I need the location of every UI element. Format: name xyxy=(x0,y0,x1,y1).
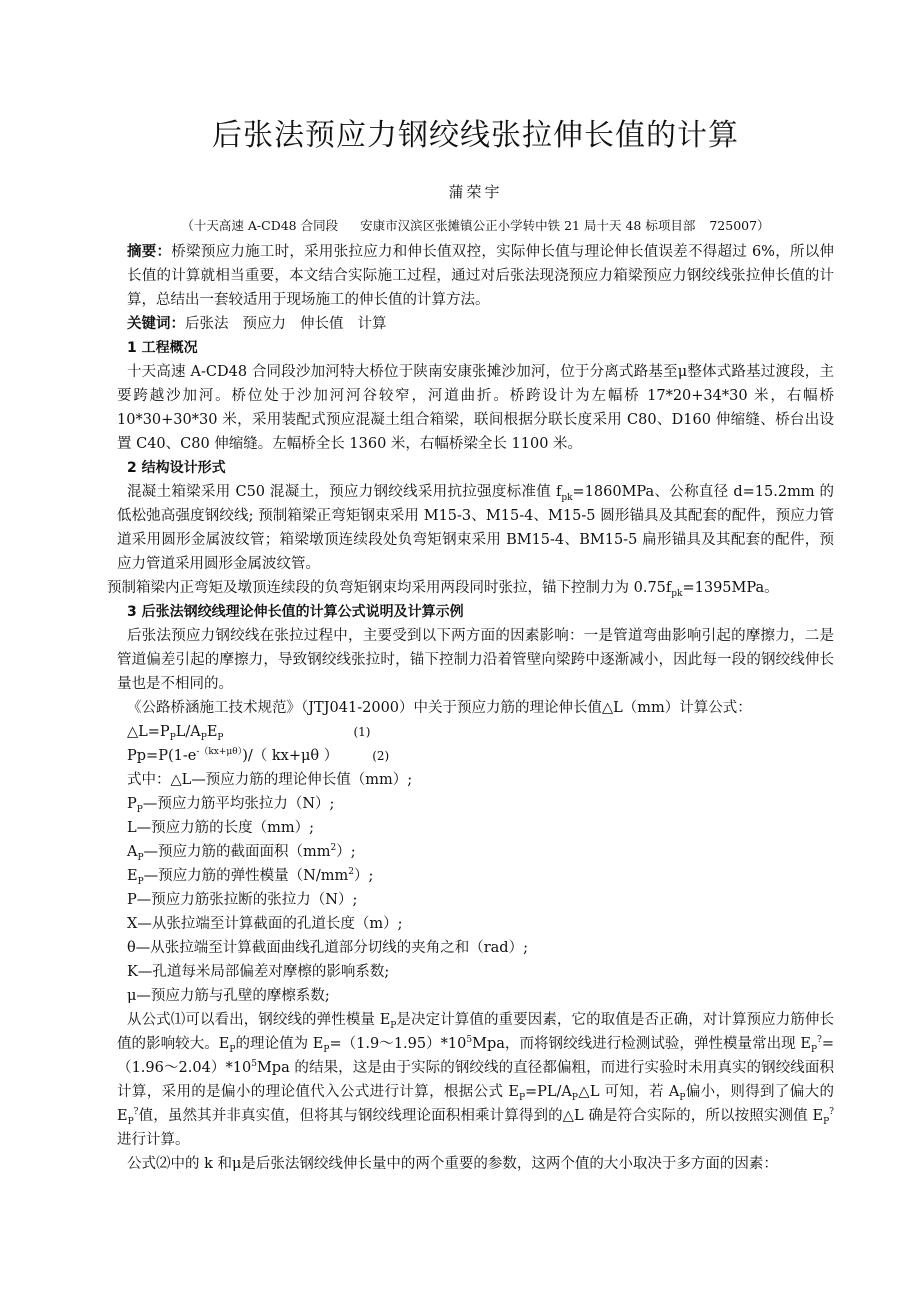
section-1-paragraph: 十天高速 A-CD48 合同段沙加河特大桥位于陕南安康张摊沙加河，位于分离式路基至μ整体式路基过渡段，主要跨越沙加河。桥位处于沙加河河谷较窄，河道曲折。桥跨设计为左幅桥 17*20+34*30 米，右幅桥 10*30+30*30 米，采用装配式预应混凝土组合箱梁，联间根据分联长度采用 C80、D160 伸缩缝、桥台出设置 C40、C80 伸缩缝。左幅桥全长 1360 米，右幅桥梁全长 1100 米。 xyxy=(117,364,834,452)
definition-line: μ—预应力筋与孔壁的摩檫系数; xyxy=(127,988,330,1004)
author-name: 蒲荣宇 xyxy=(448,183,503,201)
definition-line: $P_P—$预应力筋平均张拉力（N）; xyxy=(127,796,335,815)
equation-number: (1) xyxy=(353,725,371,739)
abstract xyxy=(107,240,834,312)
definition-line: $A_P—$预应力筋的截面面积$(mm^2)$; xyxy=(127,843,356,863)
definition-line: K—孔道每米局部偏差对摩檫的影响系数; xyxy=(127,964,390,980)
formula-1: $\triangle L=P_PL/A_PE_P$ (1) xyxy=(117,720,834,744)
section-heading-2: 2 结构设计形式 xyxy=(127,460,226,476)
section-3-paragraph-3: 从公式⑴可以看出，钢绞线的弹性模量 $E_P$是决定计算值的重要因素，它的取值是否正确，对计算预应力筋伸长值的影响较大。$E_P$的理论值为 $E_P=(1.9\sim 1.95)*10^5Mpa$，而将钢绞线进行检测试验，弹性模量常出现 $E_P^?=(1.96\sim 2.04)*10^5Mpa$ 的结果，这是由于实际的钢绞线的直径都偏粗，而进行实验时未用真实的钢绞线面积计算，采用的是偏小的理论值代入公式进行计算，根据公式 $E_P=PL/A_P\triangle L$ 可知，若 $A_P$偏小，则得到了偏大的 $E_P^?$值，虽然其并非真实值，但将其与钢绞线理论面积相乘计算得到的△L 确是符合实际的，所以按照实测值 $E_P^?$进行计算。 xyxy=(117,1012,834,1148)
keyword: 预应力 xyxy=(242,316,286,332)
equation-number: (2) xyxy=(372,749,390,763)
keywords xyxy=(107,312,834,336)
keywords-label: 关键词： xyxy=(127,316,185,332)
keyword: 计算 xyxy=(357,316,387,332)
section-3-paragraph-1: 后张法预应力钢绞线在张拉过程中，主要受到以下两方面的因素影响：一是管道弯曲影响引起的摩擦力，二是管道偏差引起的摩擦力，导致钢绞线张拉时，锚下控制力沿着管壁向梁跨中逐渐减小，因此每一段的钢绞线伸长量也是不相同的。 xyxy=(117,628,834,692)
section-3-paragraph-4: 公式⑵中的 k 和μ是后张法钢绞线伸长量中的两个重要的参数，这两个值的大小取决于多方面的因素： xyxy=(127,1156,778,1172)
section-2-paragraph-2: 预制箱梁内正弯矩及墩顶连续段的负弯矩钢束均采用两段同时张拉，锚下控制力为 $0.75f_{pk}=1395MPa$。 xyxy=(107,580,779,599)
definition-line: 式中：△L—预应力筋的理论伸长值（mm）; xyxy=(127,772,413,788)
abstract-text: 桥梁预应力施工时，采用张拉应力和伸长值双控，实际伸长值与理论伸长值误差不得超过 6%，所以伸长值的计算就相当重要，本文结合实际施工过程，通过对后张法现浇预应力箱梁预应力钢绞线张拉伸长值的计算，总结出一套较适用于现场施工的伸长值的计算方法。 xyxy=(127,244,835,308)
section-2-paragraph-1: 混凝土箱梁采用 C50 混凝土，预应力钢绞线采用抗拉强度标准值 $f_{pk}=1860MPa$、公称直径 d=15.2mm 的低松弛高强度钢绞线; 预制箱梁正弯矩钢束采用 M15-3、M15-4、M15-5 圆形锚具及其配套的配件，预应力管道采用圆形金属波纹管；箱梁墩顶连续段处负弯矩钢束采用 BM15-4、BM15-5 扁形锚具及其配套的配件，预应力管道采用圆形金属波纹管。 xyxy=(117,484,834,572)
definition-line: P—预应力筋张拉断的张拉力（N）; xyxy=(127,892,358,908)
definition-line: L—预应力筋的长度（mm）; xyxy=(127,820,315,836)
abstract-label: 摘要： xyxy=(127,244,172,260)
formula-2: $Pp=P(1-e^{-(kx+\mu\theta)})/$（ kx+μθ ） (2) xyxy=(117,744,834,768)
keyword: 伸长值 xyxy=(300,316,344,332)
document-title: 后张法预应力钢绞线张拉伸长值的计算 xyxy=(212,118,739,153)
author-affiliation: （十天高速 A-CD48 合同段 安康市汉滨区张摊镇公正小学转中铁 21 局十天 48 标项目部 725007） xyxy=(181,218,770,233)
keyword: 后张法 xyxy=(185,316,229,332)
definition-line: X—从张拉端至计算截面的孔道长度（m）; xyxy=(127,916,403,932)
definition-line: $E_P—$预应力筋的弹性模量$(N/mm^2)$; xyxy=(127,867,374,887)
definition-line: θ—从张拉端至计算截面曲线孔道部分切线的夹角之和（rad）; xyxy=(127,940,528,956)
section-heading-1: 1 工程概况 xyxy=(127,340,198,356)
section-3-paragraph-2: 《公路桥涵施工技术规范》（JTJ041-2000）中关于预应力筋的理论伸长值△L（mm）计算公式： xyxy=(127,700,752,716)
section-heading-3: 3 后张法钢绞线理论伸长值的计算公式说明及计算示例 xyxy=(127,604,464,620)
